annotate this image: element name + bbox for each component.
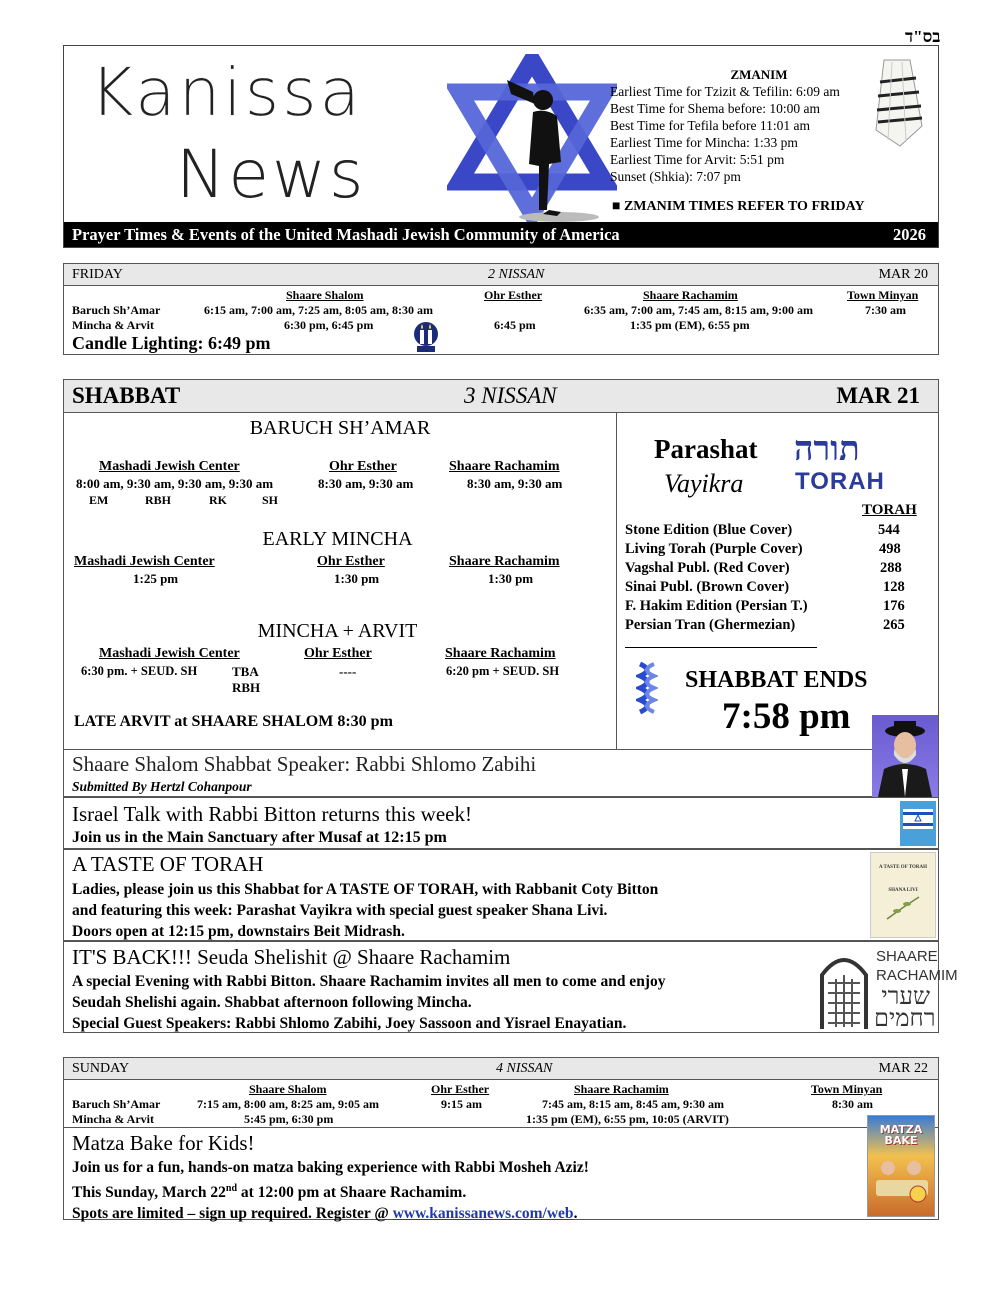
sunday-mincha-ss: 5:45 pm, 6:30 pm (244, 1112, 334, 1126)
masthead-title-line1: Kanissa (90, 54, 363, 131)
early-mincha-col-mjc: Mashadi Jewish Center (74, 554, 215, 569)
friday-day: FRIDAY (72, 267, 123, 282)
edition-page: 128 (883, 579, 905, 595)
editions-list (625, 521, 925, 635)
israel-talk-flyer (900, 801, 936, 846)
mincha-arvit-oe-time: ---- (339, 664, 357, 679)
candle-lighting: Candle Lighting: 6:49 pm (72, 333, 271, 353)
baruch-sr-times: 8:30 am, 9:30 am (467, 476, 563, 491)
col-shaare-rachamim: Shaare Rachamim (574, 1082, 669, 1096)
row-label-baruch: Baruch Sh’Amar (72, 303, 161, 317)
sunday-section (63, 1057, 939, 1223)
baruch-oe-times: 8:30 am, 9:30 am (318, 476, 414, 491)
edition-row (625, 578, 925, 597)
seuda-line: Special Guest Speakers: Rabbi Shlomo Zabihi, Joey Sassoon and Yisrael Enayatian. (72, 1015, 627, 1032)
matza-register-text: Spots are limited – sign up required. Register @ (72, 1205, 393, 1223)
taste-line: Doors open at 12:15 pm, downstairs Beit Midrash. (72, 923, 405, 940)
late-arvit: LATE ARVIT at SHAARE SHALOM 8:30 pm (74, 713, 393, 730)
taste-body (72, 879, 658, 942)
early-mincha-sr-time: 1:30 pm (488, 571, 534, 586)
matza-title: Matza Bake for Kids! (72, 1131, 255, 1155)
sunday-mincha-sr: 1:35 pm (EM), 6:55 pm, 10:05 (ARVIT) (526, 1112, 729, 1126)
matza-date-suffix: nd (225, 1183, 238, 1194)
tagline: Prayer Times & Events of the United Mashadi Jewish Community of America (72, 225, 620, 244)
baruch-code: EM (89, 493, 109, 507)
col-ohr-esther: Ohr Esther (484, 288, 543, 302)
taste-flyer-title: A TASTE OF TORAH (879, 865, 927, 870)
early-mincha-col-oe: Ohr Esther (317, 554, 385, 569)
matza-date-text: This Sunday, March 22 (72, 1184, 226, 1202)
edition-row (625, 521, 925, 540)
edition-page: 176 (883, 598, 905, 614)
torah-hebrew-logo: תורה (794, 431, 860, 468)
friday-hebrew-date: 2 NISSAN (488, 267, 545, 282)
baruch-code: SH (262, 493, 279, 507)
sunday-baruch-tm: 8:30 am (832, 1097, 873, 1111)
torah-column-header: TORAH (862, 502, 917, 518)
shabbat-date: MAR 21 (836, 383, 920, 408)
olive-branch-icon (883, 893, 923, 923)
sunday-date: MAR 22 (878, 1061, 928, 1076)
sunday-day: SUNDAY (72, 1061, 130, 1076)
friday-mincha-ss: 6:30 pm, 6:45 pm (284, 318, 374, 332)
early-mincha-title: EARLY MINCHA (262, 528, 413, 550)
matza-line (72, 1203, 589, 1224)
taste-flyer-name: SHANA LIVI (888, 888, 918, 893)
taste-line: and featuring this week: Parashat Vayikra with special guest speaker Shana Livi. (72, 902, 608, 919)
col-shaare-shalom: Shaare Shalom (286, 288, 364, 302)
edition-page: 544 (878, 522, 900, 538)
edition-row (625, 540, 925, 559)
zmanim-line: Earliest Time for Mincha: 1:33 pm (610, 135, 798, 150)
seuda-body (72, 971, 665, 1034)
baruch-col-mjc: Mashadi Jewish Center (99, 459, 240, 474)
taste-line: Ladies, please join us this Shabbat for A TASTE OF TORAH, with Rabbanit Coty Bitton (72, 881, 659, 898)
sunday-header (64, 1058, 938, 1080)
sr-logo-line1: SHAARE (876, 948, 938, 965)
speaker-row (63, 749, 939, 797)
matza-line (72, 1178, 589, 1203)
baruch-code: RBH (145, 493, 172, 507)
row-label-mincha: Mincha & Arvit (72, 1112, 154, 1126)
baruch-mjc-times: 8:00 am, 9:30 am, 9:30 am, 9:30 am (76, 476, 274, 491)
sunday-baruch-oe: 9:15 am (441, 1097, 482, 1111)
editions-rule (625, 647, 817, 648)
matza-period: . (573, 1205, 578, 1223)
zmanim-line: Best Time for Tefila before 11:01 am (610, 118, 811, 133)
friday-baruch-tm: 7:30 am (865, 303, 906, 317)
israel-talk-title: Israel Talk with Rabbi Bitton returns this week! (72, 802, 472, 826)
zmanim-list (610, 83, 840, 185)
edition-page: 265 (883, 617, 905, 633)
mincha-arvit-rbh: RBH (232, 680, 261, 695)
shabbat-divider (616, 413, 617, 749)
register-link[interactable]: www.kanissanews.com/web (392, 1205, 574, 1223)
taste-flyer (870, 852, 936, 938)
tagline-bar (64, 222, 938, 247)
matza-body (72, 1157, 589, 1224)
mincha-arvit-col-sr: Shaare Rachamim (445, 646, 556, 661)
sr-logo-line2: RACHAMIM (876, 967, 958, 984)
col-town-minyan: Town Minyan (811, 1082, 883, 1096)
edition-name: Vagshal Publ. (Red Cover) (625, 560, 790, 576)
edition-name: F. Hakim Edition (Persian T.) (625, 598, 808, 614)
friday-baruch-sr: 6:35 am, 7:00 am, 7:45 am, 8:15 am, 9:00 am (584, 303, 813, 317)
masthead-title-line2: News (176, 136, 367, 213)
baruch-code: RK (209, 493, 227, 507)
mincha-arvit-col-oe: Ohr Esther (304, 646, 372, 661)
shabbat-ends-time: 7:58 pm (722, 696, 851, 737)
zmanim-title: ZMANIM (730, 67, 788, 82)
matza-kids-icon (868, 1146, 936, 1206)
mincha-arvit-title: MINCHA + ARVIT (257, 620, 418, 642)
seuda-line: A special Evening with Rabbi Bitton. Shaare Rachamim invites all men to come and enjoy (72, 973, 666, 990)
speaker-title: Shaare Shalom Shabbat Speaker: Rabbi Shlomo Zabihi (72, 752, 537, 776)
tallit-icon (870, 56, 928, 148)
friday-date: MAR 20 (878, 267, 928, 282)
sunday-hebrew-date: 4 NISSAN (496, 1061, 553, 1076)
matza-line: Join us for a fun, hands-on matza baking experience with Rabbi Mosheh Aziz! (72, 1159, 589, 1176)
israel-flag-icon (900, 801, 936, 846)
masthead (63, 45, 939, 248)
matza-bake-flyer (867, 1115, 935, 1217)
col-shaare-shalom: Shaare Shalom (249, 1082, 327, 1096)
zmanim-note: ■ ZMANIM TIMES REFER TO FRIDAY (612, 199, 865, 214)
friday-mincha-oe: 6:45 pm (494, 318, 536, 332)
baruch-col-sr: Shaare Rachamim (449, 459, 560, 474)
zmanim-line: Sunset (Shkia): 7:07 pm (610, 169, 741, 184)
mincha-arvit-tba: TBA (232, 664, 259, 679)
year: 2026 (893, 225, 926, 244)
sunday-divider (64, 1127, 938, 1128)
seuda-line: Seudah Shelishi again. Shabbat afternoon following Mincha. (72, 994, 472, 1011)
mincha-arvit-col-mjc: Mashadi Jewish Center (99, 646, 240, 661)
shabbat-hebrew-date: 3 NISSAN (464, 383, 557, 408)
israel-talk-row (63, 797, 939, 849)
shabbat-ends-label: SHABBAT ENDS (685, 667, 868, 693)
matza-time-text: at 12:00 pm at Shaare Rachamim. (237, 1184, 467, 1202)
early-mincha-mjc-time: 1:25 pm (133, 571, 179, 586)
baruch-title: BARUCH SH’AMAR (249, 417, 431, 439)
shofar-blower-icon (499, 72, 599, 217)
zmanim-line: Best Time for Shema before: 10:00 am (610, 101, 820, 116)
friday-mincha-sr: 1:35 pm (EM), 6:55 pm (630, 318, 750, 332)
seuda-row (63, 941, 958, 1033)
parashat-label: Parashat (654, 434, 758, 464)
row-label-mincha: Mincha & Arvit (72, 318, 154, 332)
friday-baruch-ss: 6:15 am, 7:00 am, 7:25 am, 8:05 am, 8:30 am (204, 303, 433, 317)
edition-row (625, 597, 925, 616)
col-town-minyan: Town Minyan (847, 288, 919, 302)
israel-talk-body: Join us in the Main Sanctuary after Musaf at 12:15 pm (72, 829, 447, 846)
friday-header (64, 264, 938, 286)
mincha-arvit-sr-time: 6:20 pm + SEUD. SH (446, 664, 560, 678)
edition-name: Living Torah (Purple Cover) (625, 541, 803, 557)
seuda-title: IT'S BACK!!! Seuda Shelishit @ Shaare Rachamim (72, 945, 511, 969)
rabbi-portrait-icon (872, 715, 938, 797)
torah-word-logo: TORAH (795, 468, 885, 495)
baruch-col-oe: Ohr Esther (329, 459, 397, 474)
edition-name: Sinai Publ. (Brown Cover) (625, 579, 790, 595)
shabbat-day: SHABBAT (72, 383, 181, 408)
edition-row (625, 559, 925, 578)
candles-icon (413, 320, 439, 354)
havdalah-candle-icon (636, 658, 658, 720)
early-mincha-col-sr: Shaare Rachamim (449, 554, 560, 569)
early-mincha-oe-time: 1:30 pm (334, 571, 380, 586)
shabbat-header (64, 380, 938, 413)
matza-flyer-title: MATZA BAKE (879, 1123, 923, 1147)
edition-row (625, 616, 925, 635)
mincha-arvit-mjc-time: 6:30 pm. + SEUD. SH (81, 664, 198, 678)
col-ohr-esther: Ohr Esther (431, 1082, 490, 1096)
rabbi-photo (872, 715, 938, 797)
zmanim-line: Earliest Time for Tzizit & Tefilin: 6:09 am (610, 84, 840, 99)
edition-page: 498 (879, 541, 901, 557)
shaare-rachamim-logo-icon (818, 949, 870, 1029)
sunday-baruch-sr: 7:45 am, 8:15 am, 8:45 am, 9:30 am (542, 1097, 724, 1111)
zmanim-line: Earliest Time for Arvit: 5:51 pm (610, 152, 785, 167)
shabbat-section (63, 379, 939, 797)
edition-page: 288 (880, 560, 902, 576)
edition-name: Persian Tran (Ghermezian) (625, 617, 796, 633)
bsd-mark: בס"ד (905, 27, 941, 46)
sunday-baruch-ss: 7:15 am, 8:00 am, 8:25 am, 9:05 am (197, 1097, 379, 1111)
edition-name: Stone Edition (Blue Cover) (625, 522, 793, 538)
sr-logo-hebrew: שערי רחמים (874, 984, 936, 1032)
speaker-submitted-by: Submitted By Hertzl Cohanpour (72, 779, 252, 794)
taste-of-torah-row (63, 849, 939, 941)
zmanim-note-text: ZMANIM TIMES REFER TO FRIDAY (623, 199, 865, 214)
parashat-name: Vayikra (664, 469, 744, 498)
row-label-baruch: Baruch Sh’Amar (72, 1097, 161, 1111)
taste-title: A TASTE OF TORAH (72, 852, 264, 876)
col-shaare-rachamim: Shaare Rachamim (643, 288, 738, 302)
friday-section (63, 263, 939, 355)
